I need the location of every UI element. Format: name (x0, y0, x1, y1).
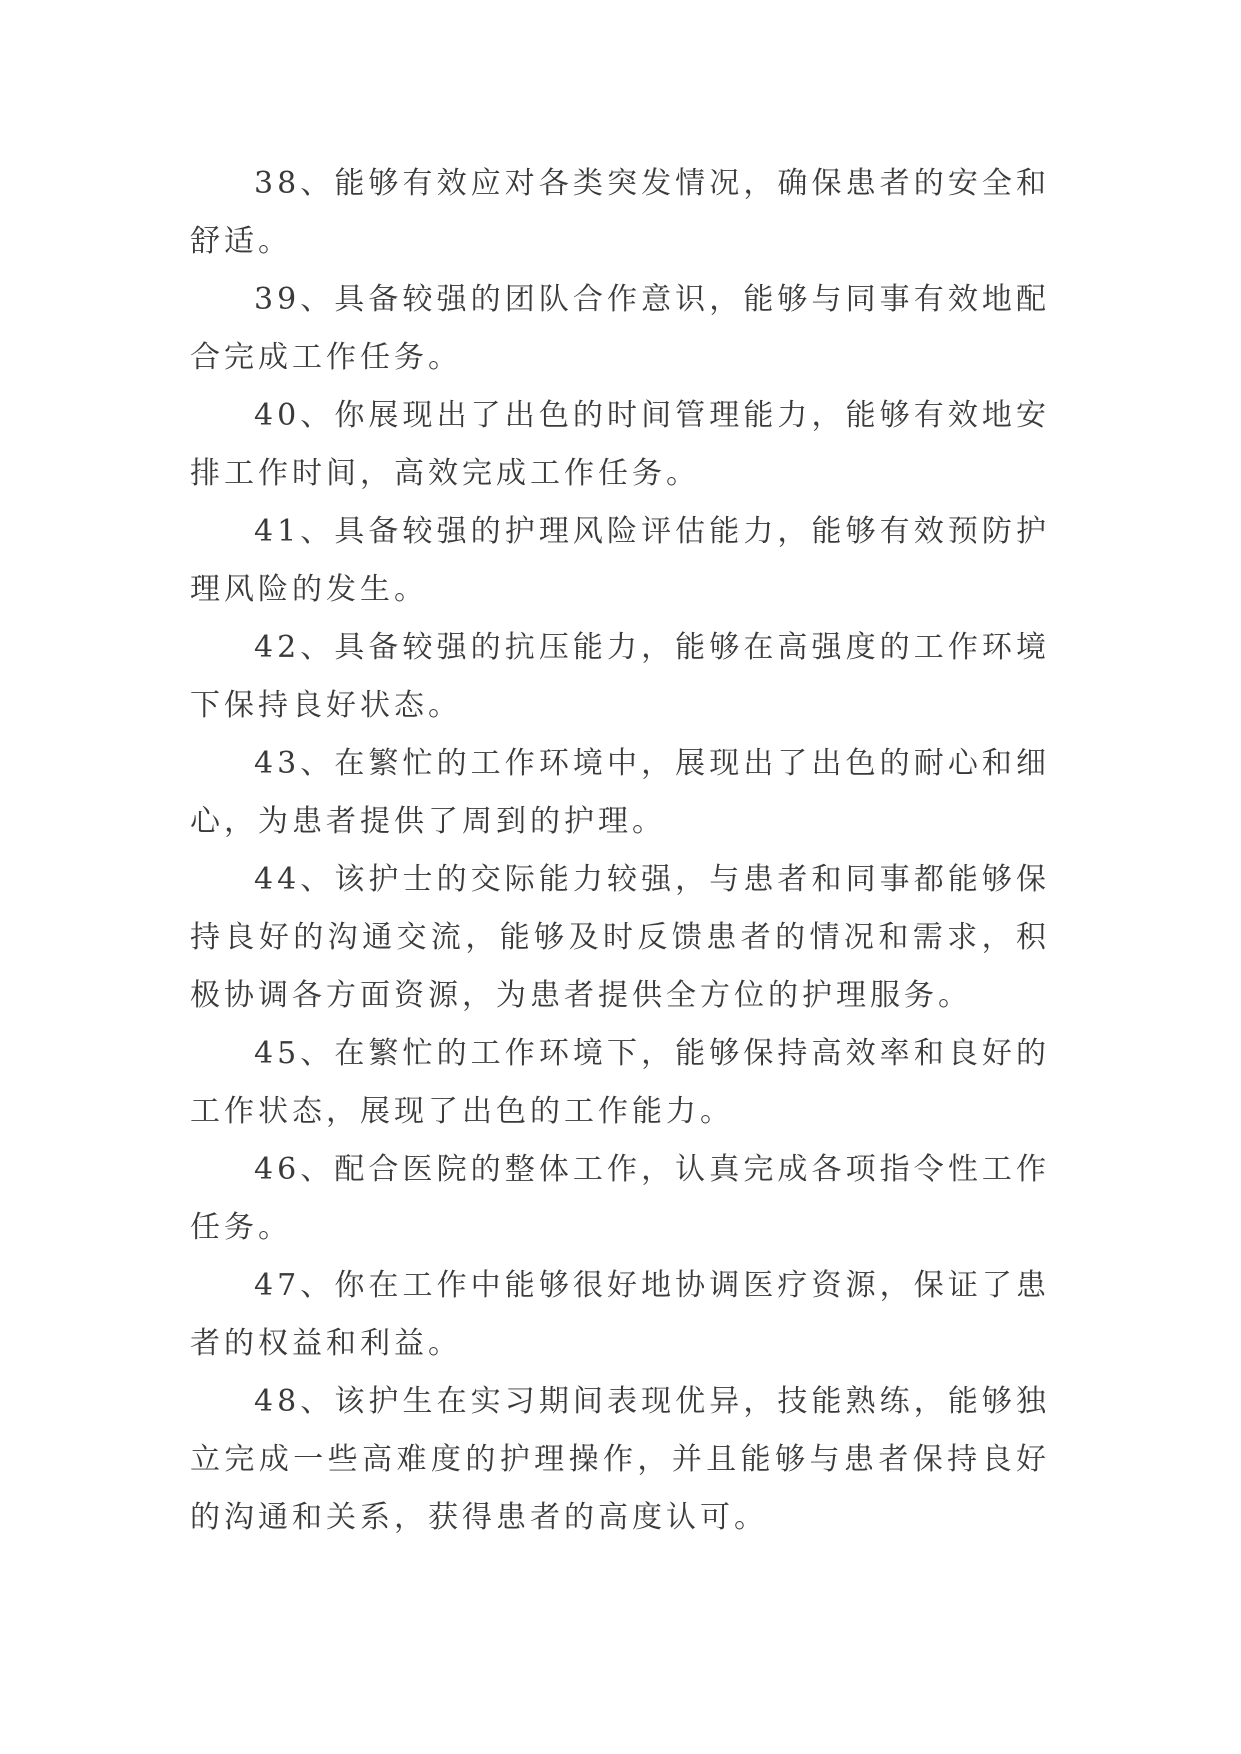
paragraph-40: 40、你展现出了出色的时间管理能力，能够有效地安排工作时间，高效完成工作任务。 (190, 398, 1050, 491)
paragraph-41: 41、具备较强的护理风险评估能力，能够有效预防护理风险的发生。 (190, 514, 1050, 607)
paragraph-48: 48、该护生在实习期间表现优异，技能熟练，能够独立完成一些高难度的护理操作，并且能够与患者保持良好的沟通和关系，获得患者的高度认可。 (190, 1384, 1050, 1535)
paragraph-38: 38、能够有效应对各类突发情况，确保患者的安全和舒适。 (190, 166, 1050, 259)
paragraph-47: 47、你在工作中能够很好地协调医疗资源，保证了患者的权益和利益。 (190, 1268, 1050, 1361)
paragraph-43: 43、在繁忙的工作环境中，展现出了出色的耐心和细心，为患者提供了周到的护理。 (190, 746, 1050, 839)
paragraph-44: 44、该护士的交际能力较强，与患者和同事都能够保持良好的沟通交流，能够及时反馈患者的情况和需求，积极协调各方面资源，为患者提供全方位的护理服务。 (190, 862, 1050, 1013)
paragraph-39: 39、具备较强的团队合作意识，能够与同事有效地配合完成工作任务。 (190, 282, 1050, 375)
paragraph-42: 42、具备较强的抗压能力，能够在高强度的工作环境下保持良好状态。 (190, 630, 1050, 723)
paragraph-46: 46、配合医院的整体工作，认真完成各项指令性工作任务。 (190, 1152, 1050, 1245)
document-body (190, 155, 1050, 1547)
paragraph-45: 45、在繁忙的工作环境下，能够保持高效率和良好的工作状态，展现了出色的工作能力。 (190, 1036, 1050, 1129)
